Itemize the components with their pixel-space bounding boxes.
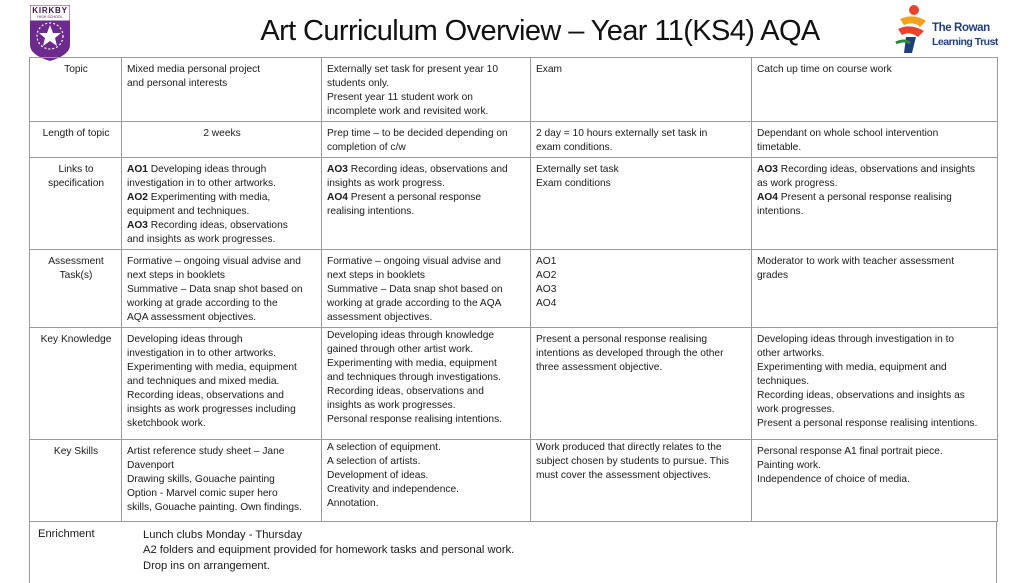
length-cell-4: Dependant on whole school intervention timetable. — [752, 122, 998, 158]
skills-cell-3: Work produced that directly relates to the subject chosen by students to pursue. This must cover the assessment objectives. — [531, 440, 752, 522]
assessment-cell-3: AO1 AO2 AO3 AO4 — [531, 250, 752, 328]
table-row-assessment — [30, 250, 998, 328]
row-header-knowledge: Key Knowledge — [30, 328, 122, 440]
school-name: KIRKBY — [32, 6, 68, 15]
links-cell-2: AO3 Recording ideas, observations and insights as work progress. AO4 Present a personal response realising intentions. — [322, 158, 531, 250]
skills-cell-4: Personal response A1 final portrait piece. Painting work. Independence of choice of media. — [752, 440, 998, 522]
links-cell-1: AO1 Developing ideas through investigation in to other artworks. AO2 Experimenting with media, equipment and techniques. AO3 Recording ideas, observations and insights as work progresses. — [122, 158, 322, 250]
assessment-cell-2: Formative – ongoing visual advise and next steps in booklets Summative – Data snap shot based on working at grade according to the AQA assessment objectives. — [322, 250, 531, 328]
links-cell-3: Externally set task Exam conditions — [531, 158, 752, 250]
length-cell-3: 2 day = 10 hours externally set task in exam conditions. — [531, 122, 752, 158]
trust-name: The Rowan — [932, 22, 990, 34]
row-header-assessment: Assessment Task(s) — [30, 250, 122, 328]
curriculum-table — [29, 57, 998, 522]
trust-figure-icon — [894, 3, 930, 55]
knowledge-cell-3: Present a personal response realising intentions as developed through the other three assessment objective. — [531, 328, 752, 440]
table-row-length — [30, 122, 998, 158]
table-row-skills — [30, 440, 998, 522]
enrichment-text: Lunch clubs Monday - Thursday A2 folders and equipment provided for homework tasks and personal work. Drop ins on arrangement. — [143, 529, 515, 572]
school-logo — [30, 5, 70, 61]
row-header-enrichment: Enrichment — [38, 528, 95, 540]
row-header-topic: Topic — [30, 58, 122, 122]
row-header-links: Links to specification — [30, 158, 122, 250]
knowledge-cell-2: Developing ideas through knowledge gained through other artist work. Experimenting with media, equipment and techniques through investigations. Recording ideas, observations and insights as work progresses. Personal response realising intentions. — [322, 328, 531, 440]
knowledge-cell-1: Developing ideas through investigation in to other artworks. Experimenting with media, equipment and techniques and mixed media. Recording ideas, observations and insights as work progresses including sketchbook work. — [122, 328, 322, 440]
assessment-cell-1: Formative – ongoing visual advise and next steps in booklets Summative – Data snap shot based on working at grade according to the AQA assessment objectives. — [122, 250, 322, 328]
school-subtitle: HIGH SCHOOL — [37, 15, 63, 19]
trust-subtitle: Learning Trust — [932, 36, 998, 48]
table-row-links — [30, 158, 998, 250]
skills-cell-2: A selection of equipment. A selection of artists. Development of ideas. Creativity and independence. Annotation. — [322, 440, 531, 522]
topic-cell-4: Catch up time on course work — [752, 58, 998, 122]
trust-logo — [894, 3, 998, 55]
topic-cell-3: Exam — [531, 58, 752, 122]
page-title: Art Curriculum Overview – Year 11(KS4) AQA — [260, 15, 820, 47]
table-row-knowledge — [30, 328, 998, 440]
topic-cell-1: Mixed media personal project and personal interests — [122, 58, 322, 122]
enrichment-row — [29, 521, 997, 583]
row-header-length: Length of topic — [30, 122, 122, 158]
skills-cell-1: Artist reference study sheet – Jane Davenport Drawing skills, Gouache painting Option - Marvel comic super hero skills, Gouache painting. Own findings. — [122, 440, 322, 522]
knowledge-cell-4: Developing ideas through investigation in to other artworks. Experimenting with media, equipment and techniques. Recording ideas, observations and insights as work progresses. Present a personal response realising intentions. — [752, 328, 998, 440]
links-cell-4: AO3 Recording ideas, observations and insights as work progress. AO4 Present a personal response realising intentions. — [752, 158, 998, 250]
topic-cell-2: Externally set task for present year 10 students only. Present year 11 student work on incomplete work and revisited work. — [322, 58, 531, 122]
row-header-skills: Key Skills — [30, 440, 122, 522]
length-cell-2: Prep time – to be decided depending on completion of c/w — [322, 122, 531, 158]
length-cell-1: 2 weeks — [122, 122, 322, 158]
table-row-topic — [30, 58, 998, 122]
assessment-cell-4: Moderator to work with teacher assessment grades — [752, 250, 998, 328]
